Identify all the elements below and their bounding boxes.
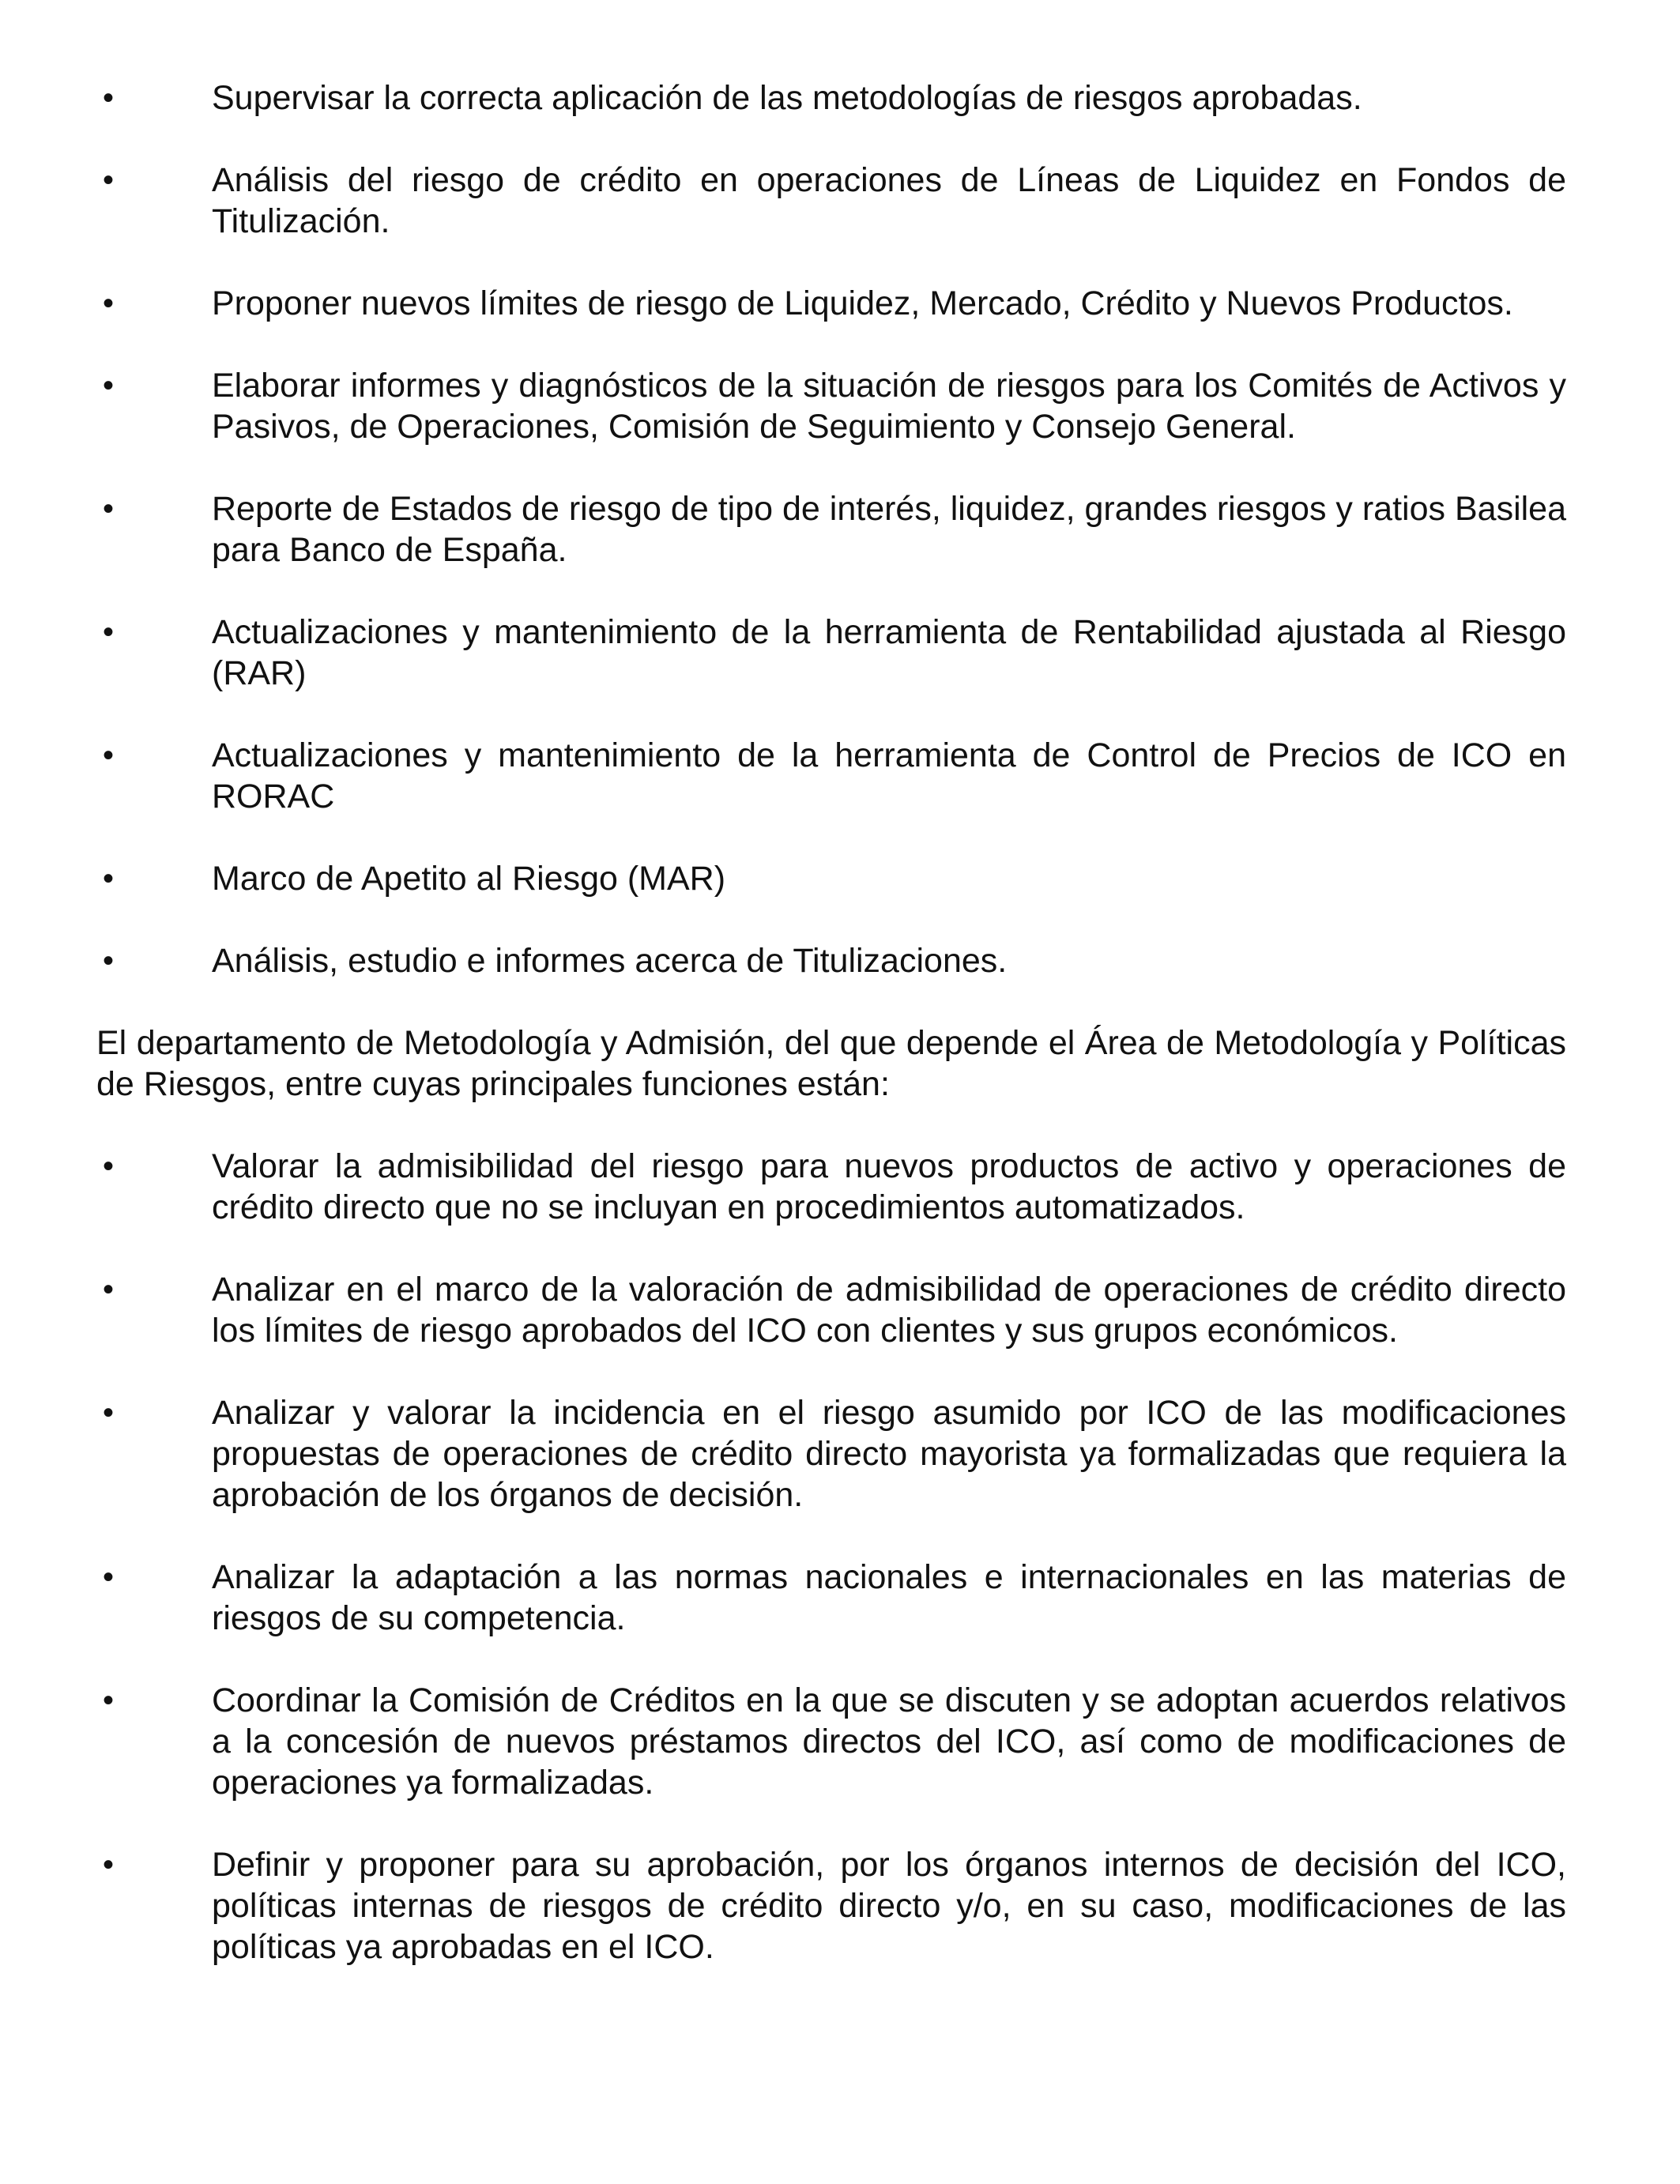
list-item (96, 1392, 1566, 1516)
bullet-icon: • (102, 491, 114, 526)
bullet-icon: • (102, 738, 114, 773)
list-item-text: Valorar la admisibilidad del riesgo para nuevos productos de activo y operaciones de crédito directo que no se incluyan en procedimientos automatizados. (212, 1147, 1566, 1226)
list-item (96, 1269, 1566, 1351)
functions-list-1 (96, 77, 1566, 981)
bullet-icon: • (102, 1272, 114, 1307)
list-item-text: Proponer nuevos límites de riesgo de Liquidez, Mercado, Crédito y Nuevos Productos. (212, 284, 1513, 322)
list-item (96, 858, 1566, 899)
list-item-text: Analizar en el marco de la valoración de admisibilidad de operaciones de crédito directo los límites de riesgo aprobados del ICO con clientes y sus grupos económicos. (212, 1271, 1566, 1350)
list-item (96, 365, 1566, 447)
list-item-text: Analizar la adaptación a las normas nacionales e internacionales en las materias de riesgos de su competencia. (212, 1558, 1566, 1637)
list-item-text: Definir y proponer para su aprobación, por los órganos internos de decisión del ICO, políticas internas de riesgos de crédito directo y/o, en su caso, modificaciones de las políticas ya aprobadas en el ICO. (212, 1846, 1566, 1966)
bullet-icon: • (102, 1149, 114, 1184)
list-item (96, 1557, 1566, 1639)
bullet-icon: • (102, 1847, 114, 1882)
list-item-text: Marco de Apetito al Riesgo (MAR) (212, 860, 726, 898)
list-item (96, 1844, 1566, 1967)
list-item-text: Analizar y valorar la incidencia en el riesgo asumido por ICO de las modificaciones propuestas de operaciones de crédito directo mayorista ya formalizadas que requiera la aprobación de los órganos de decisión. (212, 1394, 1566, 1514)
list-item (96, 160, 1566, 242)
intro-paragraph: El departamento de Metodología y Admisión, del que depende el Área de Metodología y Políticas de Riesgos, entre cuyas principales funciones están: (96, 1024, 1566, 1103)
list-item-text: Análisis del riesgo de crédito en operaciones de Líneas de Liquidez en Fondos de Titulización. (212, 161, 1566, 240)
list-item-text: Análisis, estudio e informes acerca de Titulizaciones. (212, 942, 1008, 980)
bullet-icon: • (102, 368, 114, 403)
list-item (96, 735, 1566, 817)
list-item (96, 940, 1566, 981)
bullet-icon: • (102, 163, 114, 198)
document-page (96, 77, 1566, 2009)
list-item (96, 1146, 1566, 1228)
list-item (96, 612, 1566, 694)
list-item (96, 488, 1566, 570)
list-item-text: Actualizaciones y mantenimiento de la herramienta de Control de Precios de ICO en RORAC (212, 736, 1566, 815)
functions-list-2 (96, 1146, 1566, 1967)
bullet-icon: • (102, 1683, 114, 1718)
bullet-icon: • (102, 286, 114, 321)
list-item (96, 1680, 1566, 1803)
list-item-text: Reporte de Estados de riesgo de tipo de interés, liquidez, grandes riesgos y ratios Basilea para Banco de España. (212, 490, 1566, 569)
list-item-text: Supervisar la correcta aplicación de las metodologías de riesgos aprobadas. (212, 79, 1362, 117)
list-item-text: Coordinar la Comisión de Créditos en la que se discuten y se adoptan acuerdos relativos a la concesión de nuevos préstamos directos del ICO, así como de modificaciones de operaciones ya formalizadas. (212, 1681, 1566, 1802)
list-item (96, 77, 1566, 119)
list-item-text: Elaborar informes y diagnósticos de la situación de riesgos para los Comités de Activos y Pasivos, de Operaciones, Comisión de Seguimiento y Consejo General. (212, 367, 1566, 446)
bullet-icon: • (102, 81, 114, 115)
bullet-icon: • (102, 943, 114, 978)
bullet-icon: • (102, 861, 114, 896)
bullet-icon: • (102, 615, 114, 650)
bullet-icon: • (102, 1395, 114, 1430)
bullet-icon: • (102, 1560, 114, 1595)
list-item-text: Actualizaciones y mantenimiento de la herramienta de Rentabilidad ajustada al Riesgo (RAR) (212, 613, 1566, 692)
list-item (96, 283, 1566, 324)
